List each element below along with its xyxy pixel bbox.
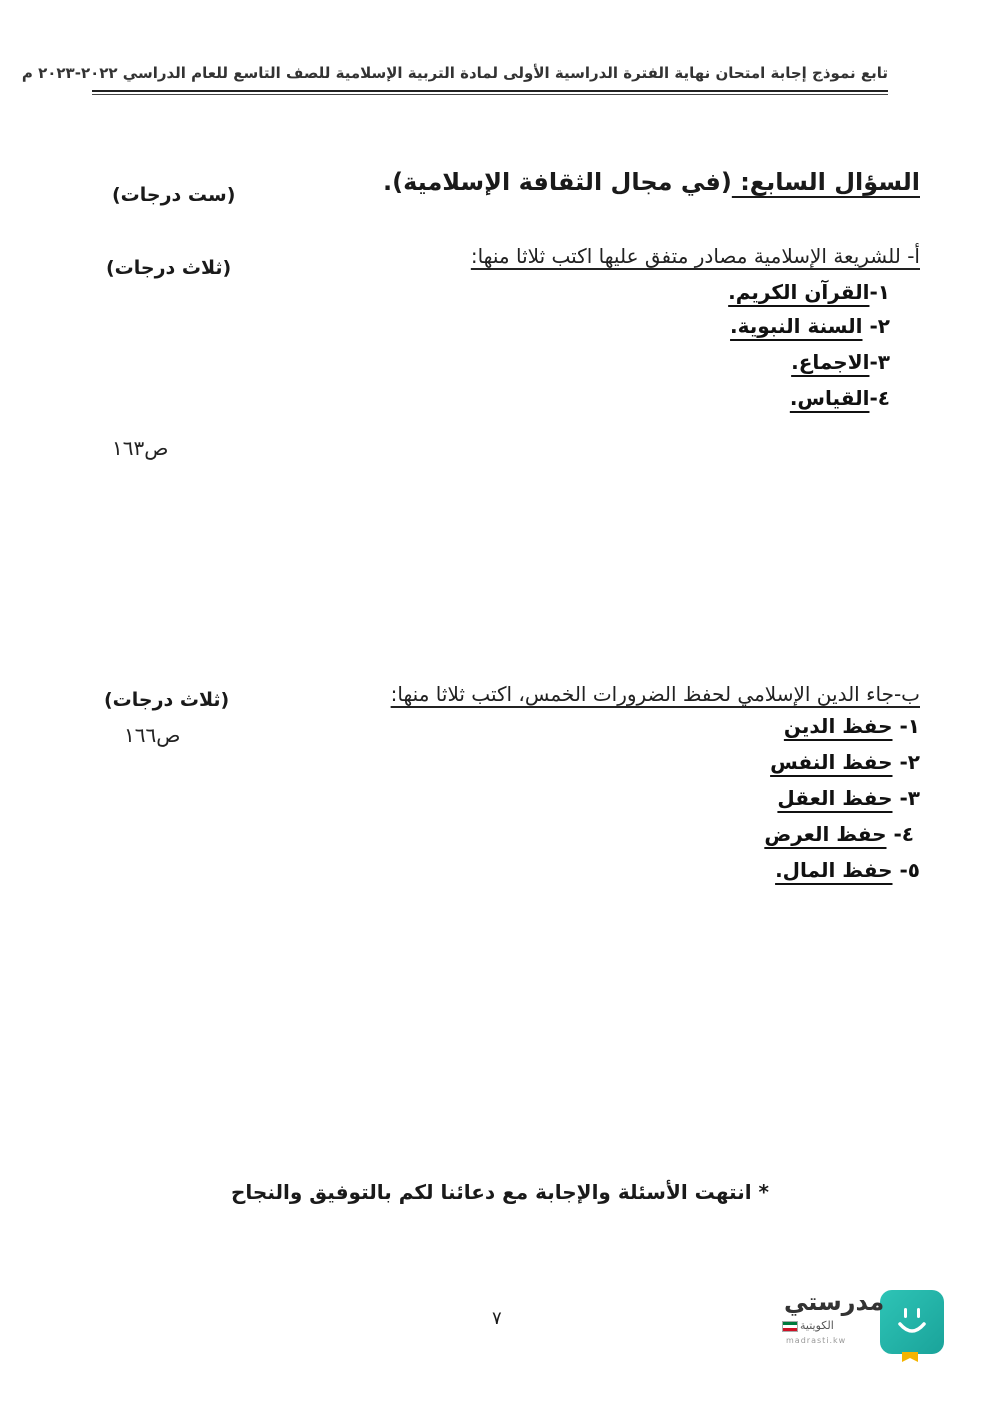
part-a-prompt-text: أ- للشريعة الإسلامية مصادر متفق عليها اكتب ثلاثا منها: bbox=[470, 244, 920, 268]
answer-text: حفظ النفس bbox=[770, 750, 893, 774]
answer-number: ٣- bbox=[869, 350, 890, 374]
logo-url: madrasti.kw bbox=[786, 1336, 847, 1345]
header-divider bbox=[92, 90, 888, 92]
part-b-page-ref: ص١٦٦ bbox=[124, 723, 181, 747]
page-number: ٧ bbox=[492, 1308, 502, 1329]
part-b-prompt bbox=[391, 682, 920, 706]
answer-item bbox=[770, 750, 920, 774]
answer-item bbox=[775, 858, 920, 882]
logo-name: مدرستي bbox=[784, 1288, 885, 1316]
answer-number: ٢- bbox=[869, 314, 890, 338]
logo-subtitle: الكويتية bbox=[800, 1319, 834, 1332]
part-a-page-ref: ص١٦٣ bbox=[112, 436, 169, 460]
smile-icon bbox=[894, 1304, 930, 1340]
answer-item bbox=[777, 786, 920, 810]
closing-message: * انتهت الأسئلة والإجابة مع دعائنا لكم بالتوفيق والنجاح bbox=[231, 1180, 769, 1204]
answer-item bbox=[790, 386, 890, 410]
question-title-main: (في مجال الثقافة الإسلامية). bbox=[383, 168, 732, 196]
part-a-prompt bbox=[471, 244, 920, 268]
answer-number: ٥- bbox=[899, 858, 920, 882]
answer-number: ١- bbox=[899, 714, 920, 738]
answer-item bbox=[728, 280, 890, 304]
question-title bbox=[383, 168, 920, 196]
answer-text: حفظ المال. bbox=[775, 858, 893, 882]
kuwait-flag-icon bbox=[782, 1321, 798, 1332]
answer-number: ٤- bbox=[869, 386, 890, 410]
answer-text: الاجماع. bbox=[791, 350, 870, 374]
answer-text: حفظ العرض bbox=[764, 822, 887, 846]
answer-text: القرآن الكريم. bbox=[728, 280, 870, 304]
part-b-marks: (ثلاث درجات) bbox=[104, 689, 230, 711]
answer-text: حفظ الدين bbox=[783, 714, 893, 738]
answer-text: السنة النبوية. bbox=[730, 314, 863, 338]
question-marks: (ست درجات) bbox=[112, 184, 236, 206]
part-a-marks: (ثلاث درجات) bbox=[106, 257, 232, 279]
page-header: تابع نموذج إجابة امتحان نهاية الفترة الدراسية الأولى لمادة التربية الإسلامية للصف التاسع للعام الدراسي ٢٠٢٢-٢٠٢٣ م bbox=[21, 64, 888, 82]
answer-text: القياس. bbox=[789, 386, 870, 410]
answer-number: ٤- bbox=[893, 822, 914, 846]
answer-item bbox=[784, 714, 920, 738]
answer-number: ٣- bbox=[899, 786, 920, 810]
answer-text: حفظ العقل bbox=[777, 786, 893, 810]
answer-item bbox=[764, 822, 914, 846]
part-b-prompt-text: ب-جاء الدين الإسلامي لحفظ الضرورات الخمس، اكتب ثلاثا منها: bbox=[390, 682, 920, 706]
answer-item bbox=[730, 314, 890, 338]
answer-number: ٢- bbox=[899, 750, 920, 774]
header-divider-secondary bbox=[92, 94, 888, 95]
question-title-lead: السؤال السابع: bbox=[731, 168, 920, 196]
logo-icon bbox=[880, 1290, 944, 1354]
answer-item bbox=[791, 350, 890, 374]
answer-number: ١- bbox=[869, 280, 890, 304]
